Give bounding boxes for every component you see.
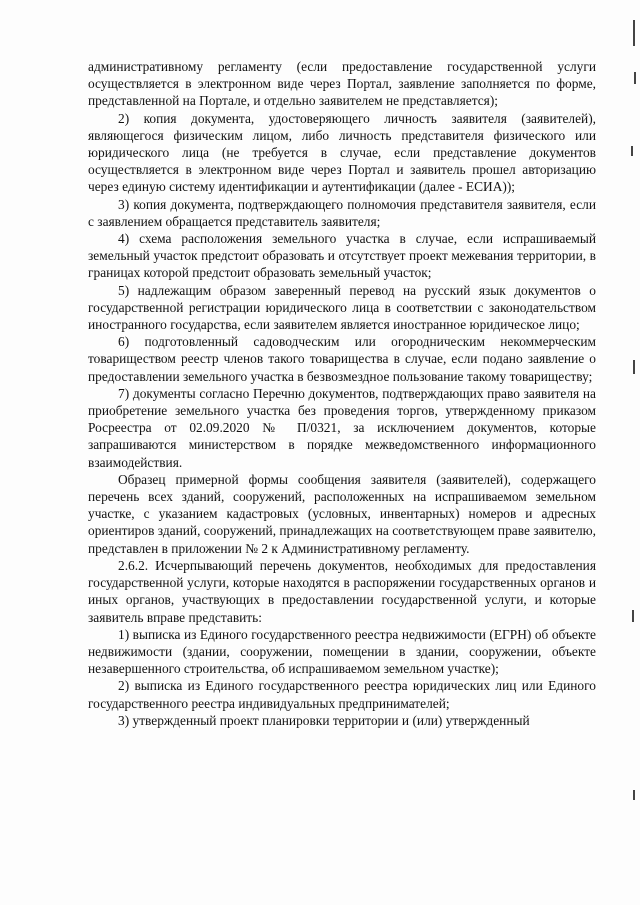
scan-edge-mark xyxy=(632,610,634,622)
paragraph-3: 3) копия документа, подтверждающего полномочия представителя заявителя, если с заявлением обращается представитель заявителя; xyxy=(88,196,596,229)
paragraph-4: 4) схема расположения земельного участка в случае, если испрашиваемый земельный участок предстоит образовать и отсутствует проект межевания территории, в границах которой предстоит образовать земельный участок; xyxy=(88,231,596,281)
document-body xyxy=(88,58,596,729)
paragraph-5: 5) надлежащим образом заверенный перевод на русский язык документов о государственной регистрации юридического лица в соответствии с законодательством иностранного государства, если заявителем является иностранное юридическое лицо; xyxy=(88,282,596,333)
paragraph-2: 2) копия документа, удостоверяющего личность заявителя (заявителей), являющегося физическим лицом, либо личность представителя физического или юридического лица (не требуется в случае, если представление документов осуществляется в электронном виде через Портал и заявитель прошел авторизацию через единую систему идентификации и аутентификации (далее - ЕСИА)); xyxy=(88,110,596,195)
scan-edge-mark xyxy=(631,146,633,156)
paragraph-10: 1) выписка из Единого государственного реестра недвижимости (ЕГРН) об объекте недвижимости (здании, сооружении, помещении в здании, сооружении, объекте незавершенного строительства, об испрашиваемом земельном участке); xyxy=(88,626,596,677)
paragraph-11: 2) выписка из Единого государственного реестра юридических лиц или Единого государственного реестра индивидуальных предпринимателей; xyxy=(88,678,596,711)
paragraph-7: 7) документы согласно Перечню документов, подтверждающих право заявителя на приобретение земельного участка без проведения торгов, утвержденному приказом Росреестра от 02.09.2020 № П/0321, за исключением документов, которые запрашиваются министерством в порядке межведомственного информационного взаимодействия. xyxy=(88,385,596,470)
paragraph-8: Образец примерной формы сообщения заявителя (заявителей), содержащего перечень всех зданий, сооружений, расположенных на испрашиваемом земельном участке, с указанием кадастровых (условных, инвентарных) номеров и адресных ориентиров зданий, сооружений, принадлежащих на соответствующем праве заявителю, представлен в приложении № 2 к Административному регламенту. xyxy=(88,471,596,556)
paragraph-6: 6) подготовленный садоводческим или огородническим некоммерческим товариществом реестр членов такого товарищества в случае, если подано заявление о предоставлении земельного участка в безвозмездное пользование такому товариществу; xyxy=(88,334,596,384)
scan-edge-mark xyxy=(633,20,635,46)
paragraph-1: административному регламенту (если предоставление государственной услуги осуществляется в электронном виде через Портал, заявление заполняется по форме, представленной на Портале, и отдельно заявителем не представляется); xyxy=(88,59,596,109)
scan-edge-mark xyxy=(633,790,635,800)
scan-edge-mark xyxy=(633,360,635,374)
paragraph-12: 3) утвержденный проект планировки территории и (или) утвержденный xyxy=(118,712,530,728)
scan-edge-mark xyxy=(634,72,636,84)
paragraph-9: 2.6.2. Исчерпывающий перечень документов, необходимых для предоставления государственной услуги, которые находятся в распоряжении государственных органов и иных органов, участвующих в предоставлении государственной услуги, и которые заявитель вправе представить: xyxy=(88,557,596,625)
